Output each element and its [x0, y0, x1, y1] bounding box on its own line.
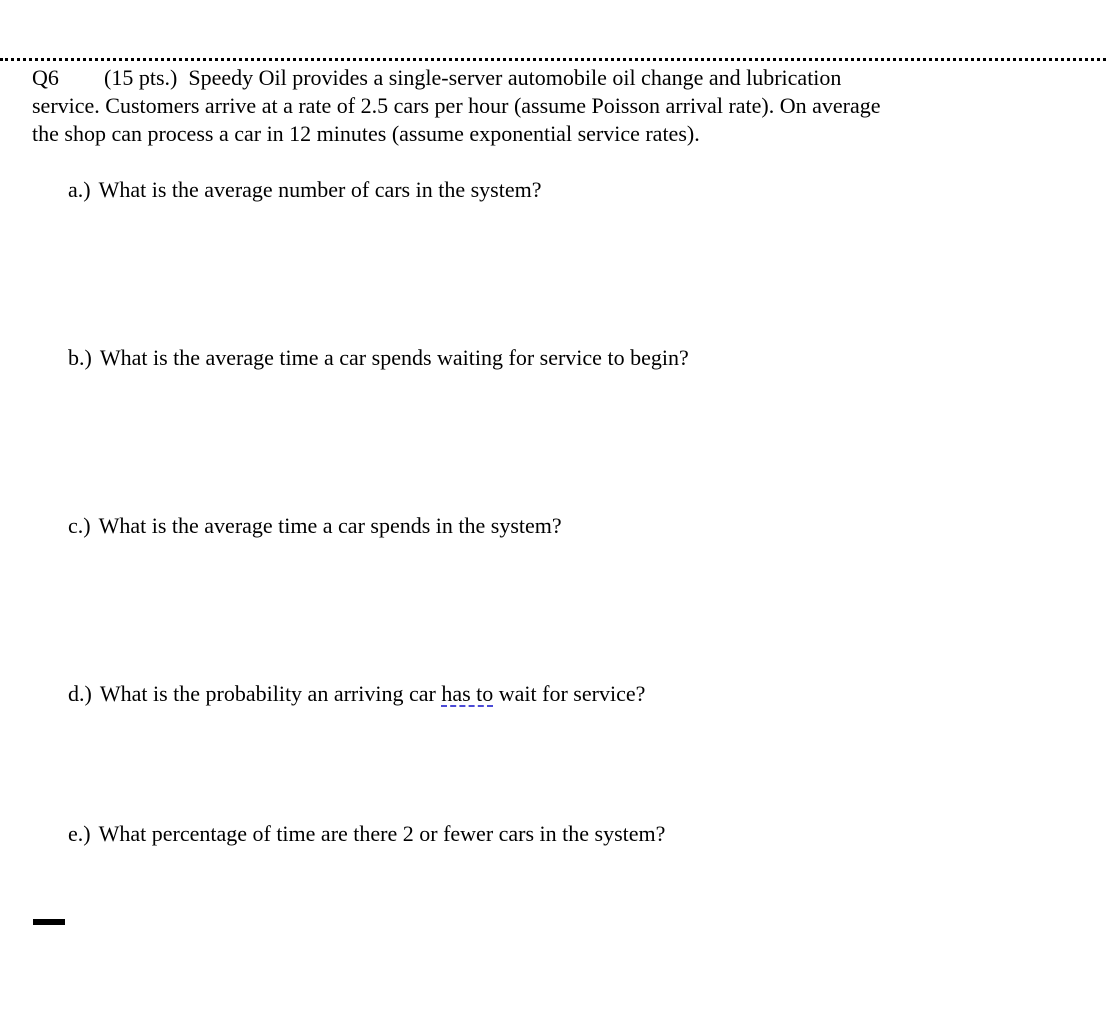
part-d-text-before: What is the probability an arriving car — [99, 681, 442, 706]
part-a — [68, 176, 541, 204]
part-d-text-after: wait for service? — [493, 681, 646, 706]
grammar-flagged-phrase[interactable]: has to — [441, 681, 494, 706]
part-b-text: What is the average time a car spends waiting for service to begin? — [99, 345, 689, 370]
text-cursor — [33, 919, 65, 925]
part-d — [68, 680, 645, 708]
dotted-separator — [0, 58, 1106, 61]
part-c — [68, 512, 562, 540]
part-a-label: a.) — [68, 177, 91, 202]
part-b — [68, 344, 689, 372]
part-c-text: What is the average time a car spends in the system? — [98, 513, 562, 538]
part-a-text: What is the average number of cars in the system? — [98, 177, 542, 202]
part-e-text: What percentage of time are there 2 or fewer cars in the system? — [98, 821, 666, 846]
part-e-label: e.) — [68, 821, 91, 846]
question-prompt: Speedy Oil provides a single-server automobile oil change and lubrication service. Customers arrive at a rate of 2.5 cars per hour (assume Poisson arrival rate). On average the shop can process a car in 12 minutes (assume exponential service rates). — [32, 65, 881, 146]
question-text — [32, 64, 912, 148]
question-number: Q6 — [32, 65, 59, 90]
part-e — [68, 820, 665, 848]
part-b-label: b.) — [68, 345, 92, 370]
question-points: (15 pts.) — [104, 65, 178, 90]
part-c-label: c.) — [68, 513, 91, 538]
part-d-label: d.) — [68, 681, 92, 706]
